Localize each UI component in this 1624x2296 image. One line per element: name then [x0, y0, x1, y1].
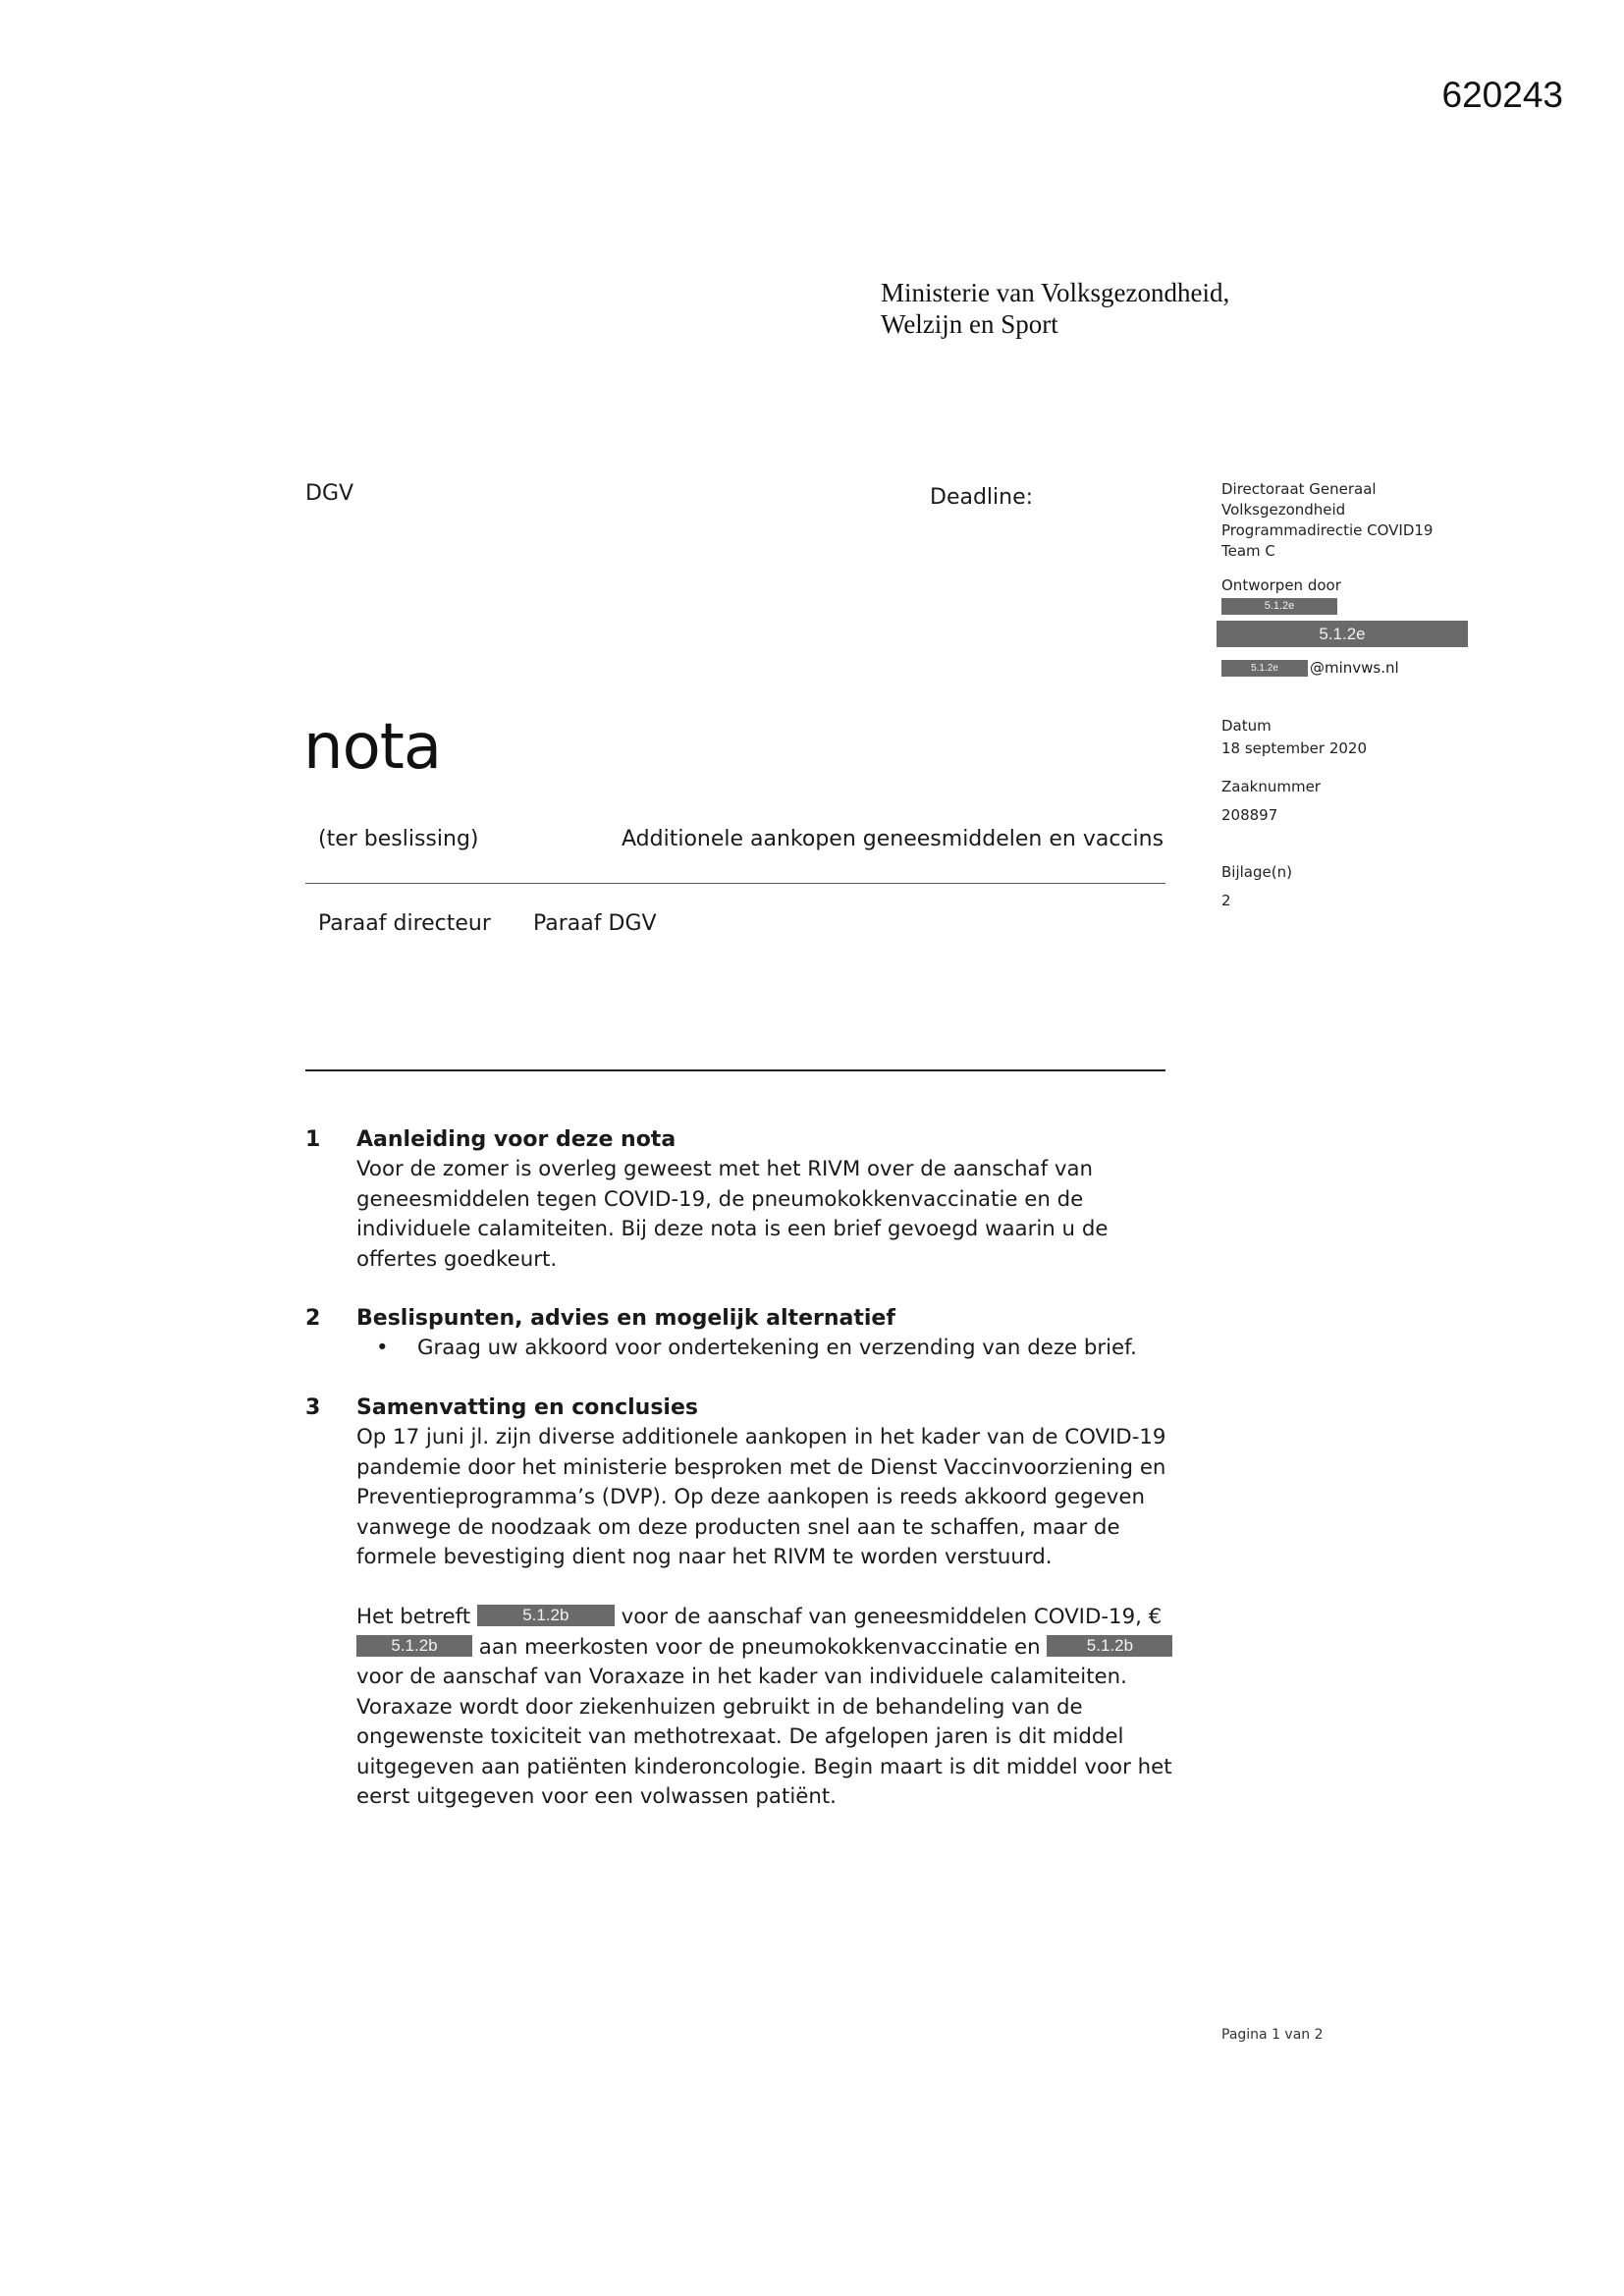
ministry-logo-text: [881, 277, 1229, 340]
designed-by-label: Ontworpen door: [1221, 576, 1341, 594]
paraaf-director: Paraaf directeur: [318, 911, 491, 936]
text-run: voor de aanschaf van geneesmiddelen COVID-19, €: [614, 1605, 1163, 1629]
section-paragraph: [356, 1603, 1220, 1813]
paragraph-line: offertes goedkeurt.: [356, 1246, 558, 1272]
paragraph-line: ongewenste toxiciteit van methotrexaat. De afgelopen jaren is dit middel: [356, 1724, 1124, 1749]
ministry-line-1: Ministerie van Volksgezondheid,: [881, 278, 1230, 307]
email-domain: @minvws.nl: [1310, 659, 1399, 677]
redaction-box: 5.1.2b: [477, 1605, 615, 1626]
section-paragraph: [356, 1155, 1220, 1275]
redaction-box: 5.1.2e: [1221, 598, 1337, 615]
section-heading: Aanleiding voor deze nota: [356, 1127, 677, 1152]
divider: [305, 1069, 1165, 1071]
text-run: Het betreft: [356, 1605, 477, 1629]
section-heading: Beslispunten, advies en mogelijk alternatief: [356, 1306, 895, 1331]
section-number: 2: [305, 1306, 321, 1331]
paragraph-line: [356, 1633, 1220, 1664]
paragraph-line: individuele calamiteiten. Bij deze nota is een brief gevoegd waarin u de: [356, 1217, 1109, 1241]
bullet-icon: •: [376, 1336, 389, 1360]
page-number: Pagina 1 van 2: [1221, 2027, 1324, 2043]
header-dgv: DGV: [305, 481, 354, 506]
paragraph-line: formele bevestiging dient nog naar het RIVM te worden verstuurd.: [356, 1545, 1053, 1569]
redaction-box: 5.1.2b: [356, 1635, 472, 1657]
redaction-box: 5.1.2b: [1047, 1635, 1172, 1657]
bullet-item: [376, 1336, 1137, 1360]
paragraph-line: Preventieprogramma’s (DVP). Op deze aankopen is reeds akkoord gegeven: [356, 1485, 1145, 1509]
paragraph-line: Voor de zomer is overleg geweest met het RIVM over de aanschaf van: [356, 1157, 1094, 1181]
date-label: Datum: [1221, 717, 1272, 735]
note-type: (ter beslissing): [318, 827, 479, 851]
section-number: 1: [305, 1127, 321, 1152]
ministry-line-2: Welzijn en Sport: [881, 309, 1058, 339]
case-number-value: 208897: [1221, 806, 1278, 824]
redaction-box: 5.1.2e: [1221, 660, 1308, 677]
deadline-label: Deadline:: [930, 485, 1034, 510]
date-value: 18 september 2020: [1221, 739, 1368, 757]
paragraph-line: Voraxaze wordt door ziekenhuizen gebruikt in de behandeling van de: [356, 1694, 1083, 1720]
sidebar-org-line-4: Team C: [1221, 542, 1275, 560]
paragraph-line: pandemie door het ministerie besproken met de Dienst Vaccinvoorziening en: [356, 1454, 1166, 1480]
note-subject: Additionele aankopen geneesmiddelen en vaccins: [622, 827, 1164, 851]
text-run: aan meerkosten voor de pneumokokkenvaccinatie en: [472, 1634, 1048, 1660]
paragraph-line: Op 17 juni jl. zijn diverse additionele aankopen in het kader van de COVID-19: [356, 1425, 1166, 1449]
paragraph-line: uitgegeven aan patiënten kinderoncologie. Begin maart is dit middel voor het: [356, 1754, 1172, 1779]
sidebar-org-line-2: Volksgezondheid: [1221, 501, 1346, 519]
divider: [305, 883, 1165, 884]
attachments-label: Bijlage(n): [1221, 863, 1292, 881]
document-number: 620243: [1441, 75, 1563, 115]
section-paragraph: [356, 1423, 1220, 1573]
redaction-box: 5.1.2e: [1217, 621, 1468, 647]
section-number: 3: [305, 1395, 321, 1420]
paragraph-line: eerst uitgegeven voor een volwassen patiënt.: [356, 1784, 837, 1809]
paraaf-dgv: Paraaf DGV: [533, 911, 657, 936]
attachments-value: 2: [1221, 892, 1231, 909]
paragraph-line: voor de aanschaf van Voraxaze in het kader van individuele calamiteiten.: [356, 1665, 1127, 1689]
paragraph-line: [356, 1603, 1220, 1633]
case-number-label: Zaaknummer: [1221, 778, 1321, 795]
document-title: nota: [303, 711, 442, 784]
paragraph-line: geneesmiddelen tegen COVID-19, de pneumokokkenvaccinatie en de: [356, 1186, 1084, 1212]
sidebar-org-line-1: Directoraat Generaal: [1221, 480, 1377, 498]
paragraph-line: vanwege de noodzaak om deze producten snel aan te schaffen, maar de: [356, 1514, 1120, 1540]
section-heading: Samenvatting en conclusies: [356, 1395, 698, 1420]
bullet-text: Graag uw akkoord voor ondertekening en verzending van deze brief.: [417, 1336, 1137, 1360]
sidebar-org-line-3: Programmadirectie COVID19: [1221, 521, 1434, 539]
